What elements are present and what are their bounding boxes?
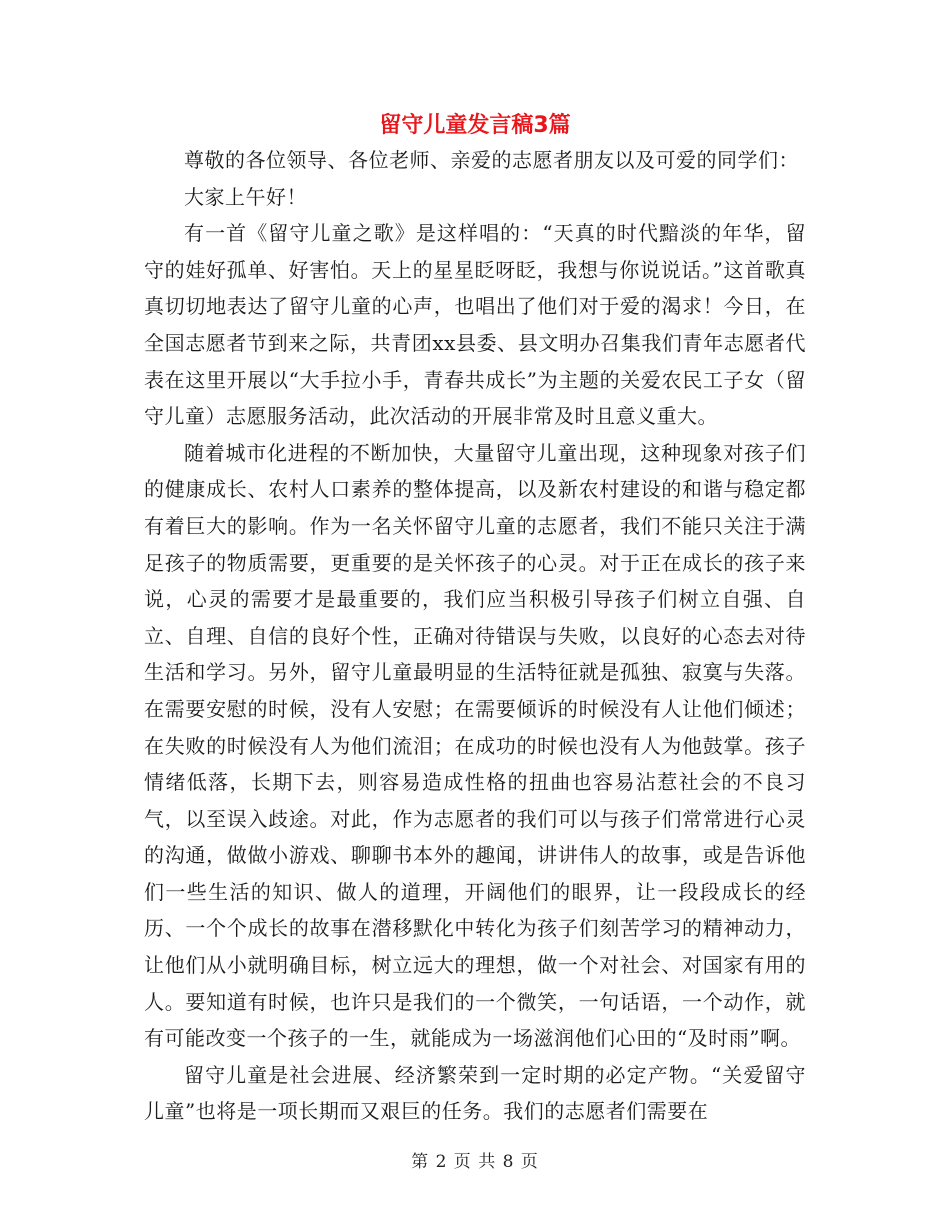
- paragraph-urbanization: 随着城市化进程的不断加快，大量留守儿童出现，这种现象对孩子们的健康成长、农村人口素养的整体提高，以及新农村建设的和谐与稳定都有着巨大的影响。作为一名关怀留守儿童的志愿者，我们不能只关注于满足孩子的物质需要，更重要的是关怀孩子的心灵。对于正在成长的孩子来说，心灵的需要才是最重要的，我们应当积极引导孩子们树立自强、自立、自理、自信的良好个性，正确对待错误与失败，以良好的心态去对待生活和学习。另外，留守儿童最明显的生活特征就是孤独、寂寞与失落。在需要安慰的时候，没有人安慰；在需要倾诉的时候没有人让他们倾述；在失败的时候没有人为他们流泪；在成功的时候也没有人为他鼓掌。孩子情绪低落，长期下去，则容易造成性格的扭曲也容易沾惹社会的不良习气，以至误入歧途。对此，作为志愿者的我们可以与孩子们常常进行心灵的沟通，做做小游戏、聊聊书本外的趣闻，讲讲伟人的故事，或是告诉他们一些生活的知识、做人的道理，开阔他们的眼界，让一段段成长的经历、一个个成长的故事在潜移默化中转化为孩子们刻苦学习的精神动力，让他们从小就明确目标，树立远大的理想，做一个对社会、对国家有用的人。要知道有时候，也许只是我们的一个微笑，一句话语，一个动作，就有可能改变一个孩子的一生，就能成为一场滋润他们心田的“及时雨”啊。: [144, 440, 806, 1051]
- paragraph-social-progress: 留守儿童是社会进展、经济繁荣到一定时期的必定产物。“关爱留守儿童”也将是一项长期而又艰巨的任务。我们的志愿者们需要在: [144, 1062, 806, 1124]
- paragraph-greeting: 尊敬的各位领导、各位老师、亲爱的志愿者朋友以及可爱的同学们：: [184, 148, 799, 172]
- document-title: 留守儿童发言稿3篇: [379, 113, 571, 138]
- document-body: [144, 142, 806, 1130]
- page-number-label: 第 2 页 共 8 页: [411, 1152, 539, 1172]
- paragraph-salutation: 大家上午好！: [184, 184, 307, 209]
- page-number-footer: [0, 1150, 950, 1174]
- paragraph-song: 有一首《留守儿童之歌》是这样唱的：“天真的时代黯淡的年华，留守的娃好孤单、好害怕。天上的星星眨呀眨，我想与你说说话。”这首歌真真切切地表达了留守儿童的心声，也唱出了他们对于爱的渴求！今日，在全国志愿者节到来之际，共青团xx县委、县文明办召集我们青年志愿者代表在这里开展以“大手拉小手，青春共成长”为主题的关爱农民工子女（留守儿童）志愿服务活动，此次活动的开展非常及时且意义重大。: [144, 221, 806, 429]
